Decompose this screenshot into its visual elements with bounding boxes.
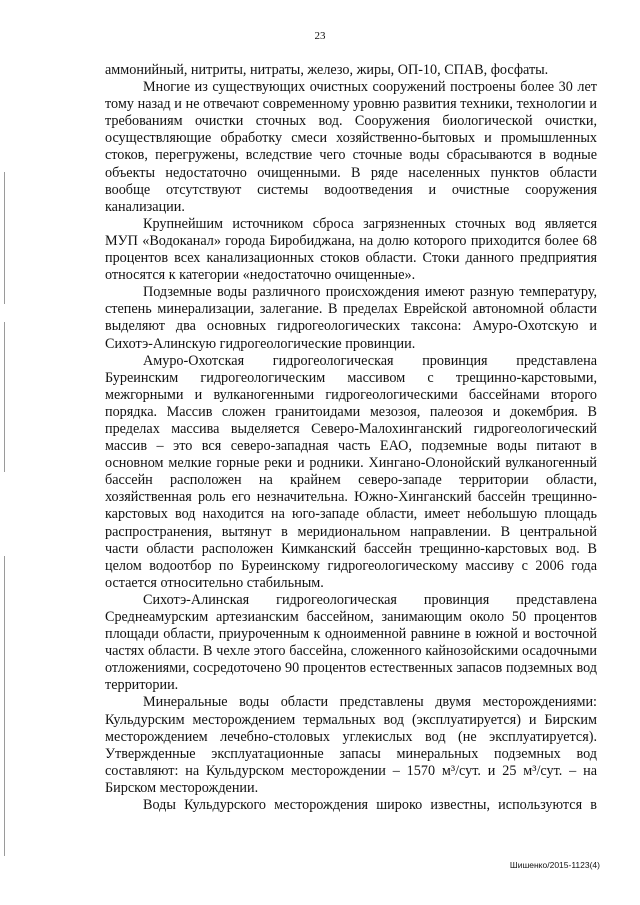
paragraph-groundwater: Подземные воды различного происхождения имеют разную температуру, степень минерализации, залегание. В пределах Еврейской автономной области выделяют два основных гидрогеологических таксона: Амуро-Охотскую и Сихотэ-Алинскую гидрогеологические провинции. xyxy=(105,284,597,352)
paragraph-sikhote-alin-province: Сихотэ-Алинская гидрогеологическая провинция представлена Среднеамурским артезианским бассейном, занимающим около 50 процентов площади области, приуроченным к одноименной равнине в южной и восточной частях области. В чехле этого бассейна, сложенного кайнозойскими осадочными отложениями, сосредоточено 90 процентов естественных запасов подземных вод территории. xyxy=(105,591,597,694)
paragraph-kuldur-waters: Воды Кульдурского месторождения широко известны, используются в xyxy=(143,797,597,814)
paragraph-vodokanal: Крупнейшим источником сброса загрязненных сточных вод является МУП «Водоканал» города Биробиджана, на долю которого приходится более 68 процентов всех канализационных стоков области. Стоки данного предприятия относятся к категории «недостаточно очищенные». xyxy=(105,215,597,284)
page-number: 23 xyxy=(314,30,326,42)
paragraph-continuation: аммонийный, нитриты, нитраты, железо, жиры, ОП-10, СПАВ, фосфаты. xyxy=(105,62,549,78)
scan-margin-line-bottom xyxy=(4,556,5,856)
paragraph-treatment-facilities: Многие из существующих очистных сооружений построены более 30 лет тому назад и не отвечают современному уровню развития техники, технологии и требованиям очистки сточных вод. Сооружения биологической очистки, осуществляющие обработку смеси хозяйственно-бытовых и промышленных стоков, перегружены, вследствие чего сточные воды сбрасываются в водные объекты недостаточно очищенными. В ряде населенных пунктов области вообще отсутствуют системы водоотведения и очистные сооружения канализации. xyxy=(105,79,597,215)
paragraph-mineral-waters: Минеральные воды области представлены двумя месторождениями: Кульдурским месторождением термальных вод (эксплуатируется) и Бирским месторождением лечебно-столовых углекислых вод (не эксплуатируется). Утвержденные эксплуатационные запасы минеральных подземных вод составляют: на Кульдурском месторождении – 1570 м³/сут. и 25 м³/сут. – на Бирском месторождении. xyxy=(105,694,597,796)
scan-margin-line-middle xyxy=(4,322,5,472)
document-code: Шишенко/2015-1123(4) xyxy=(509,860,600,870)
scan-margin-line-top xyxy=(4,172,5,304)
document-body xyxy=(105,62,597,814)
paragraph-amur-okhotsk-province: Амуро-Охотская гидрогеологическая провинция представлена Буреинским гидрогеологическим массивом с трещинно-карстовыми, межгорными и вулканогенными гидрогеологическими бассейнами второго порядка. Массив сложен гранитоидами мезозоя, палеозоя и докембрия. В пределах массива выделяется Северо-Малохинганский гидрогеологический массив – это вся северо-западная часть ЕАО, подземные воды питают в основном мелкие горные реки и родники. Хингано-Олонойский вулканогенный бассейн расположен на крайнем северо-западе территории области, хозяйственная роль его незначительна. Южно-Хинганский бассейн трещинно-карстовых вод находится на юго-западе области, имеет небольшую площадь распространения, вытянут в меридиональном направлении. В центральной части области расположен Кимканский бассейн трещинно-карстовых вод. В целом водоотбор по Буреинскому гидрогеологическому массиву с 2006 года остается относительно стабильным. xyxy=(105,352,597,591)
